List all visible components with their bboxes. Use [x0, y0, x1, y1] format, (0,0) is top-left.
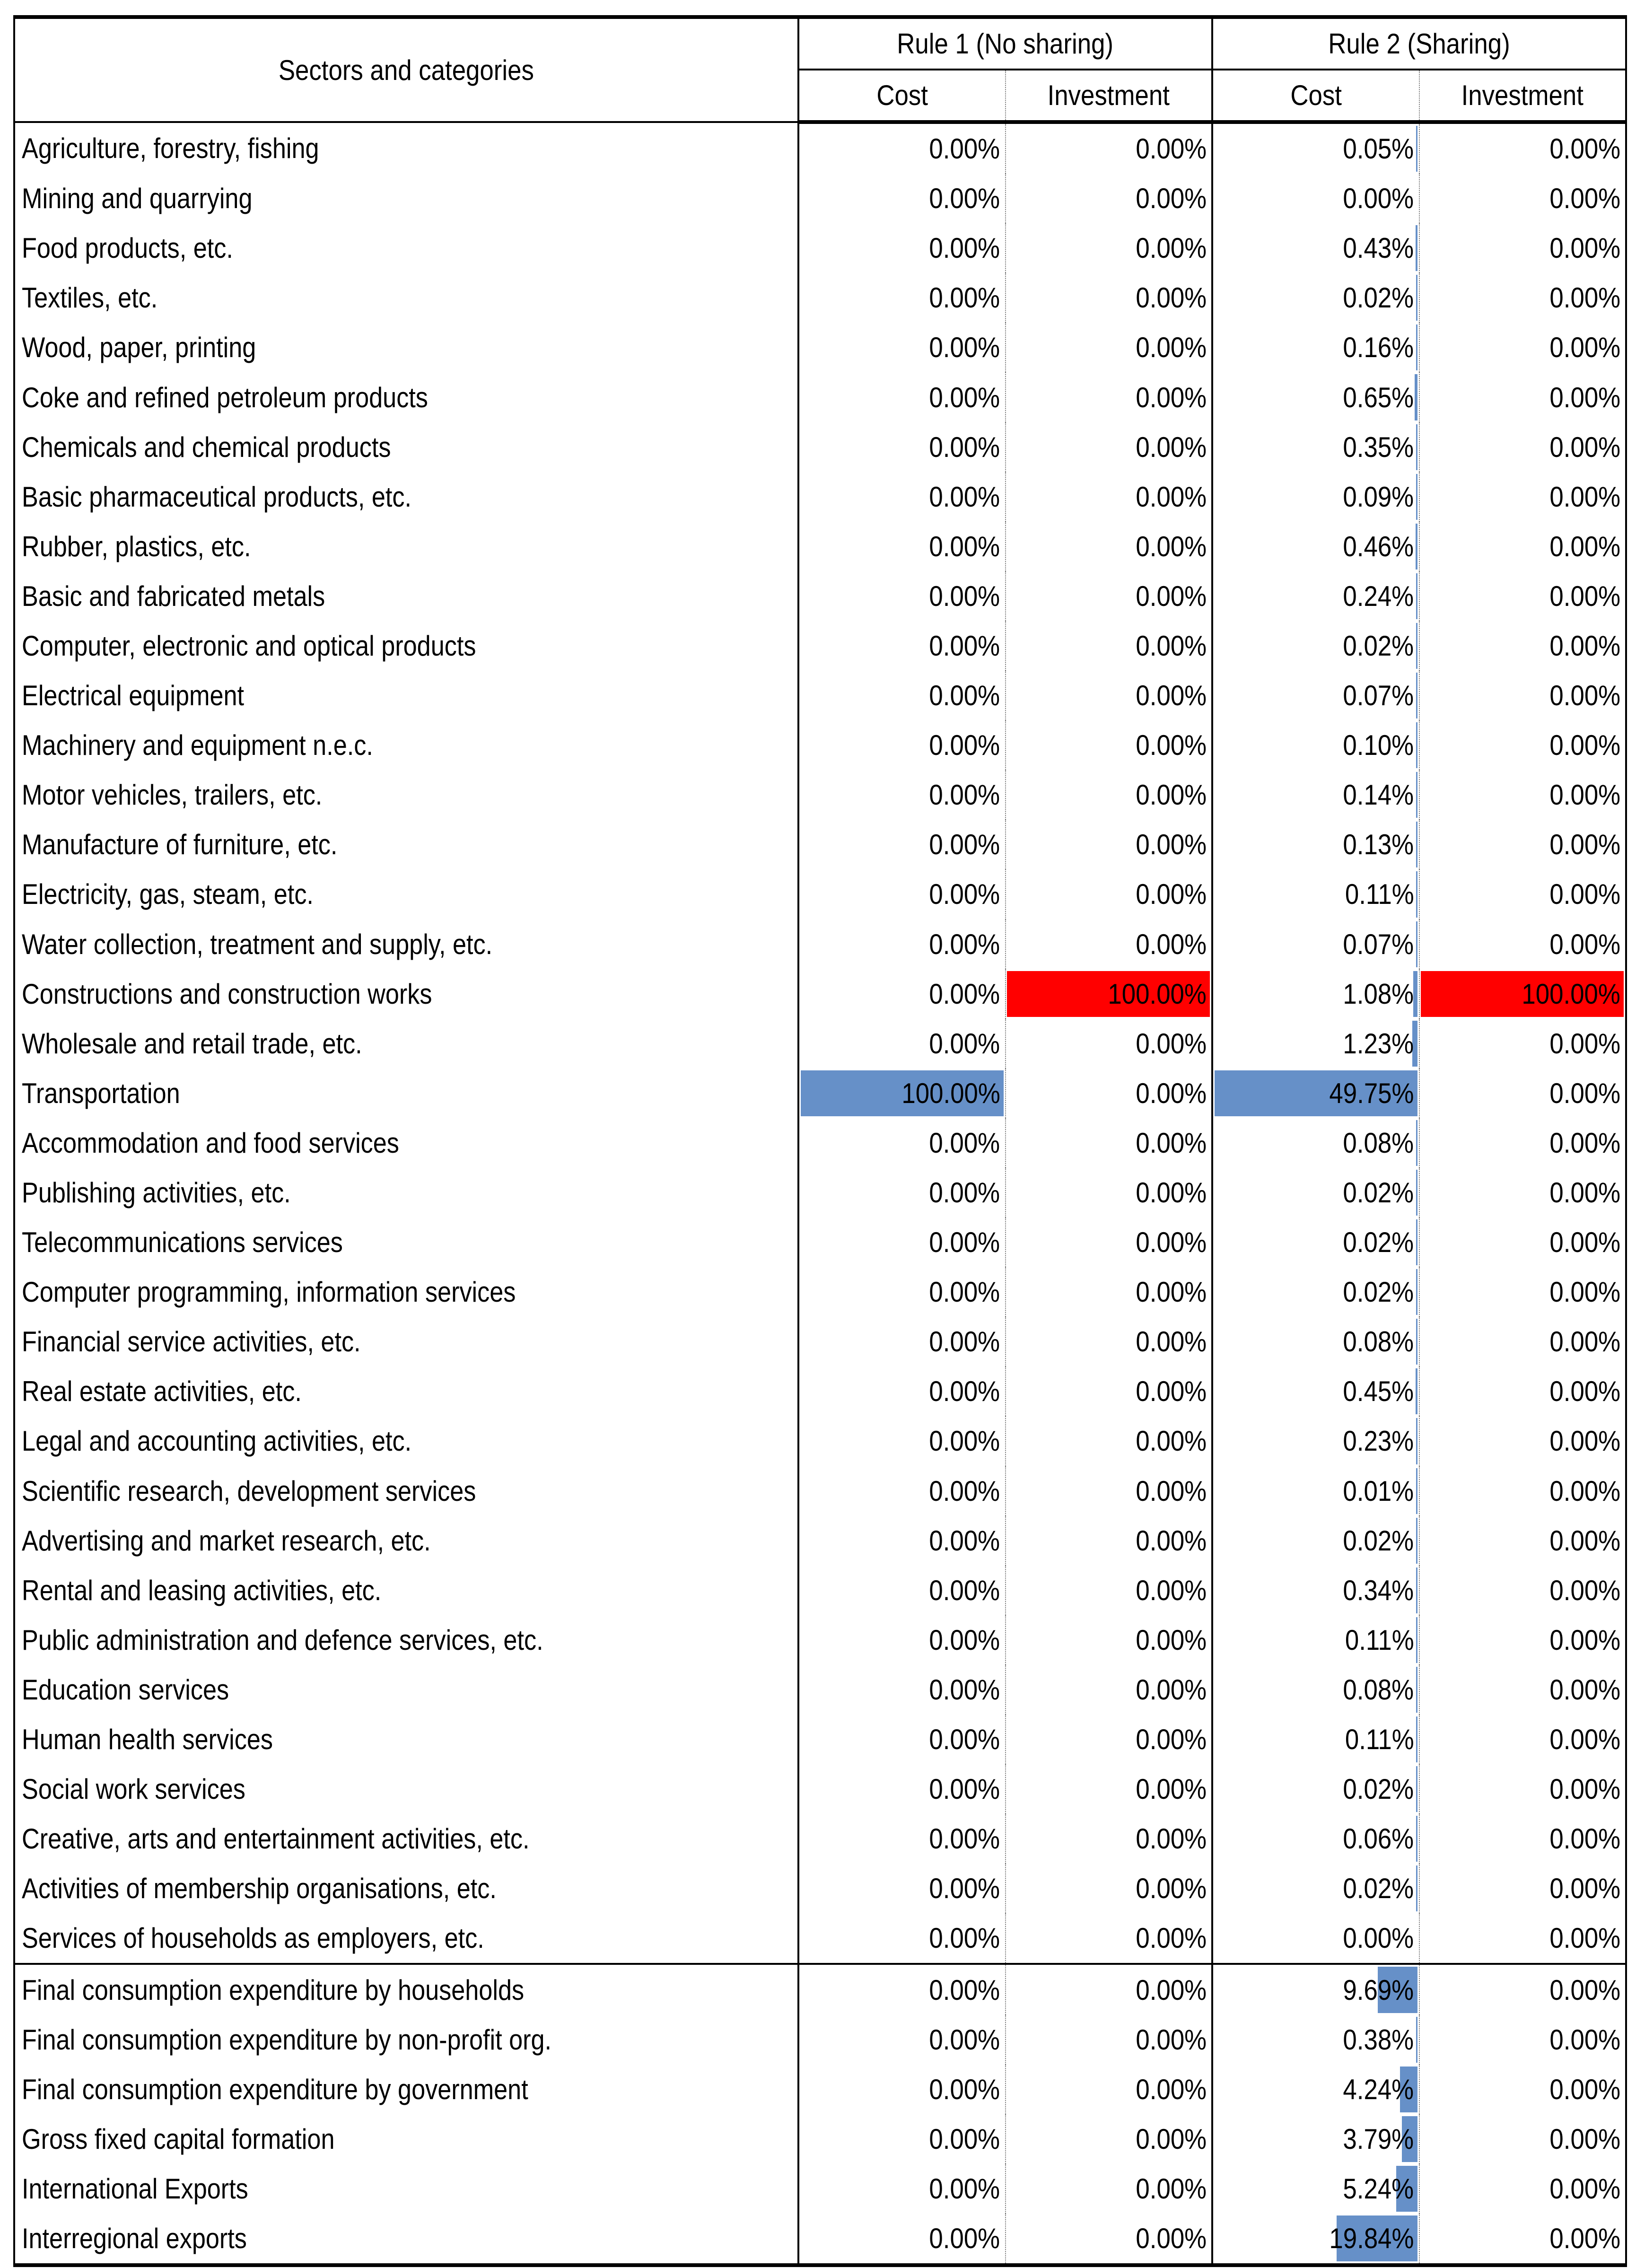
- rule1-cost-cell: 0.00%: [798, 919, 1006, 969]
- rule2-investment-cell: 0.00%: [1419, 223, 1627, 273]
- rule2-cost-cell: 0.06%: [1212, 1814, 1419, 1864]
- rule2-cost-cell: 0.07%: [1212, 919, 1419, 969]
- rule2-investment-cell: 0.00%: [1419, 1864, 1627, 1913]
- rule1-investment-cell: 0.00%: [1006, 323, 1213, 372]
- rule2-cost-cell: 0.01%: [1212, 1466, 1419, 1516]
- row-label: Electrical equipment: [14, 671, 798, 720]
- rule1-cost-cell: 0.00%: [798, 1913, 1006, 1964]
- rule1-cost-cell: 0.00%: [798, 969, 1006, 1019]
- table-row: [14, 2164, 1626, 2214]
- row-label: Rubber, plastics, etc.: [14, 522, 798, 571]
- rule2-cost-cell: 0.02%: [1212, 1168, 1419, 1217]
- table-row: [14, 2214, 1626, 2265]
- rule1-cost-cell: 0.00%: [798, 472, 1006, 522]
- rule1-investment-cell: 0.00%: [1006, 820, 1213, 869]
- row-label: Electricity, gas, steam, etc.: [14, 869, 798, 919]
- data-bar: [1416, 1368, 1417, 1414]
- rule2-cost-cell: 0.45%: [1212, 1366, 1419, 1416]
- data-bar: [1416, 2017, 1417, 2063]
- rule2-investment-cell: 0.00%: [1419, 323, 1627, 372]
- rule1-investment-cell: 0.00%: [1006, 720, 1213, 770]
- rule2-investment-cell: 0.00%: [1419, 1964, 1627, 2014]
- sectors-column-header: Sectors and categories: [14, 17, 798, 122]
- rule2-investment-cell: 0.00%: [1419, 522, 1627, 571]
- rule1-investment-cell: 0.00%: [1006, 1615, 1213, 1665]
- row-label: Education services: [14, 1665, 798, 1715]
- rule1-cost-cell: 0.00%: [798, 174, 1006, 223]
- rule2-cost-cell: 0.00%: [1212, 1913, 1419, 1964]
- table-row: [14, 1814, 1626, 1864]
- data-bar: [1416, 524, 1417, 569]
- row-label: Computer, electronic and optical products: [14, 621, 798, 671]
- rule2-investment-cell: 0.00%: [1419, 1217, 1627, 1267]
- rule2-cost-cell: 0.00%: [1212, 174, 1419, 223]
- rule2-investment-cell: 0.00%: [1419, 1366, 1627, 1416]
- data-bar: [1416, 573, 1417, 619]
- rule2-cost-cell: 0.16%: [1212, 323, 1419, 372]
- table-row: [14, 1466, 1626, 1516]
- row-label: Creative, arts and entertainment activities, etc.: [14, 1814, 798, 1864]
- rule2-investment-cell: 0.00%: [1419, 1566, 1627, 1615]
- table-row: [14, 1217, 1626, 1267]
- data-bar: [1416, 324, 1417, 370]
- row-label: Legal and accounting activities, etc.: [14, 1416, 798, 1466]
- row-label: Agriculture, forestry, fishing: [14, 122, 798, 174]
- rule2-cost-cell: 4.24%: [1212, 2065, 1419, 2114]
- rule2-investment-cell: 0.00%: [1419, 770, 1627, 820]
- rule1-investment-cell: 0.00%: [1006, 273, 1213, 323]
- table-row: [14, 1267, 1626, 1317]
- row-label: Activities of membership organisations, etc.: [14, 1864, 798, 1913]
- rule1-investment-cell: 0.00%: [1006, 621, 1213, 671]
- rule2-investment-cell: 0.00%: [1419, 2114, 1627, 2164]
- rule2-investment-cell: 0.00%: [1419, 2065, 1627, 2114]
- table-row: [14, 2015, 1626, 2065]
- data-bar: [1416, 1518, 1417, 1564]
- rule1-investment-cell: 0.00%: [1006, 2114, 1213, 2164]
- rule2-cost-cell: 19.84%: [1212, 2214, 1419, 2265]
- data-bar: [1416, 822, 1417, 867]
- rule1-investment-cell: 0.00%: [1006, 770, 1213, 820]
- table-row: [14, 323, 1626, 372]
- rule2-cost-cell: 49.75%: [1212, 1068, 1419, 1118]
- rule2-investment-cell: 0.00%: [1419, 720, 1627, 770]
- row-label: Manufacture of furniture, etc.: [14, 820, 798, 869]
- rule2-investment-cell: 0.00%: [1419, 472, 1627, 522]
- rule1-investment-cell: 0.00%: [1006, 1715, 1213, 1764]
- rule2-cost-cell: 3.79%: [1212, 2114, 1419, 2164]
- rule2-investment-cell: 0.00%: [1419, 2015, 1627, 2065]
- data-bar: [1416, 275, 1417, 321]
- rule1-investment-cell: 0.00%: [1006, 1864, 1213, 1913]
- rule2-cost-cell: 0.35%: [1212, 422, 1419, 472]
- rule1-investment-cell: 0.00%: [1006, 1068, 1213, 1118]
- row-label: Motor vehicles, trailers, etc.: [14, 770, 798, 820]
- row-label: International Exports: [14, 2164, 798, 2214]
- rule1-investment-cell: 0.00%: [1006, 1665, 1213, 1715]
- rule1-cost-cell: 0.00%: [798, 1019, 1006, 1068]
- rule2-cost-cell: 0.11%: [1212, 869, 1419, 919]
- rule2-cost-cell: 0.08%: [1212, 1118, 1419, 1168]
- table-row: [14, 770, 1626, 820]
- rule1-investment-cell: 0.00%: [1006, 1516, 1213, 1566]
- rule2-cost-cell: 0.34%: [1212, 1566, 1419, 1615]
- rule1-investment-cell: 0.00%: [1006, 671, 1213, 720]
- row-label: Rental and leasing activities, etc.: [14, 1566, 798, 1615]
- rule1-investment-cell: 0.00%: [1006, 2164, 1213, 2214]
- rule2-cost-cell: 0.14%: [1212, 770, 1419, 820]
- row-label: Scientific research, development services: [14, 1466, 798, 1516]
- table-row: [14, 223, 1626, 273]
- row-label: Accommodation and food services: [14, 1118, 798, 1168]
- rule2-investment-cell: 0.00%: [1419, 273, 1627, 323]
- rule1-investment-cell: 0.00%: [1006, 1019, 1213, 1068]
- row-label: Final consumption expenditure by households: [14, 1964, 798, 2014]
- data-bar: [1416, 1816, 1417, 1862]
- rule1-investment-cell: 0.00%: [1006, 1964, 1213, 2014]
- data-bar: [1416, 1865, 1417, 1911]
- data-bar: [1415, 374, 1417, 420]
- rule1-investment-cell: 0.00%: [1006, 571, 1213, 621]
- rule2-cost-cell: 0.38%: [1212, 2015, 1419, 2065]
- row-label: Services of households as employers, etc.: [14, 1913, 798, 1964]
- rule1-cost-cell: 0.00%: [798, 323, 1006, 372]
- data-bar: [1416, 722, 1417, 768]
- data-bar: [1416, 921, 1417, 967]
- rule2-cost-cell: 1.23%: [1212, 1019, 1419, 1068]
- rule1-investment-cell: 0.00%: [1006, 2065, 1213, 2114]
- rule1-investment-cell: 0.00%: [1006, 1764, 1213, 1814]
- table-row: [14, 571, 1626, 621]
- rule2-investment-cell: 0.00%: [1419, 2164, 1627, 2214]
- rule1-investment-cell: 0.00%: [1006, 1267, 1213, 1317]
- rule2-cost-cell: 0.23%: [1212, 1416, 1419, 1466]
- rule1-cost-cell: 0.00%: [798, 1814, 1006, 1864]
- row-label: Publishing activities, etc.: [14, 1168, 798, 1217]
- rule1-cost-cell: 0.00%: [798, 720, 1006, 770]
- rule1-investment-cell: 100.00%: [1006, 969, 1213, 1019]
- rule1-cost-cell: 0.00%: [798, 1466, 1006, 1516]
- rule2-cost-cell: 0.02%: [1212, 621, 1419, 671]
- allocation-table: [13, 15, 1627, 2267]
- row-label: Financial service activities, etc.: [14, 1317, 798, 1366]
- table-row: [14, 1913, 1626, 1964]
- rule1-investment-cell: 0.00%: [1006, 2214, 1213, 2265]
- rule2-cost-cell: 0.08%: [1212, 1317, 1419, 1366]
- table-row: [14, 1118, 1626, 1168]
- data-bar: [1416, 1766, 1417, 1812]
- table-row: [14, 1964, 1626, 2014]
- table-row: [14, 122, 1626, 174]
- rule1-investment-cell: 0.00%: [1006, 1118, 1213, 1168]
- table-row: [14, 472, 1626, 522]
- rule1-investment-cell: 0.00%: [1006, 174, 1213, 223]
- table-row: [14, 273, 1626, 323]
- rule2-investment-header: Investment: [1419, 70, 1627, 122]
- row-label: Machinery and equipment n.e.c.: [14, 720, 798, 770]
- rule1-cost-cell: 0.00%: [798, 2065, 1006, 2114]
- row-label: Wood, paper, printing: [14, 323, 798, 372]
- rule2-investment-cell: 0.00%: [1419, 1416, 1627, 1466]
- rule1-cost-cell: 0.00%: [798, 1118, 1006, 1168]
- row-label: Public administration and defence services, etc.: [14, 1615, 798, 1665]
- table-row: [14, 1864, 1626, 1913]
- table-row: [14, 1615, 1626, 1665]
- table-row: [14, 1566, 1626, 1615]
- rule1-investment-cell: 0.00%: [1006, 1913, 1213, 1964]
- rule1-cost-cell: 0.00%: [798, 1665, 1006, 1715]
- rule1-cost-cell: 0.00%: [798, 1416, 1006, 1466]
- rule2-investment-cell: 0.00%: [1419, 820, 1627, 869]
- rule2-investment-cell: 0.00%: [1419, 2214, 1627, 2265]
- rule2-cost-cell: 0.65%: [1212, 372, 1419, 422]
- data-bar: [1416, 772, 1417, 818]
- rule2-cost-cell: 0.46%: [1212, 522, 1419, 571]
- rule1-cost-cell: 0.00%: [798, 122, 1006, 174]
- table-row: [14, 720, 1626, 770]
- rule1-cost-cell: 0.00%: [798, 1764, 1006, 1814]
- row-label: Basic pharmaceutical products, etc.: [14, 472, 798, 522]
- data-bar: [1416, 1617, 1417, 1663]
- row-label: Constructions and construction works: [14, 969, 798, 1019]
- rule2-investment-cell: 0.00%: [1419, 174, 1627, 223]
- rule2-investment-cell: 0.00%: [1419, 1715, 1627, 1764]
- data-bar: [1416, 474, 1417, 520]
- table-row: [14, 820, 1626, 869]
- rule1-cost-cell: 0.00%: [798, 2214, 1006, 2265]
- rule1-investment-cell: 0.00%: [1006, 919, 1213, 969]
- rule1-investment-cell: 0.00%: [1006, 869, 1213, 919]
- rule1-cost-cell: 0.00%: [798, 273, 1006, 323]
- row-label: Real estate activities, etc.: [14, 1366, 798, 1416]
- rule1-cost-cell: 0.00%: [798, 2114, 1006, 2164]
- rule1-investment-cell: 0.00%: [1006, 422, 1213, 472]
- rule2-cost-cell: 0.02%: [1212, 1267, 1419, 1317]
- rule2-cost-cell: 0.11%: [1212, 1615, 1419, 1665]
- row-label: Gross fixed capital formation: [14, 2114, 798, 2164]
- rule2-investment-cell: 0.00%: [1419, 571, 1627, 621]
- data-bar: [1416, 225, 1417, 271]
- row-label: Social work services: [14, 1764, 798, 1814]
- rule2-investment-cell: 100.00%: [1419, 969, 1627, 1019]
- rule2-cost-cell: 0.07%: [1212, 671, 1419, 720]
- rule2-cost-cell: 0.08%: [1212, 1665, 1419, 1715]
- rule1-cost-cell: 0.00%: [798, 770, 1006, 820]
- table-row: [14, 1665, 1626, 1715]
- rule2-cost-cell: 0.10%: [1212, 720, 1419, 770]
- data-bar: [1416, 673, 1417, 718]
- rule2-cost-cell: 0.05%: [1212, 122, 1419, 174]
- row-label: Chemicals and chemical products: [14, 422, 798, 472]
- data-bar: [1416, 1219, 1417, 1265]
- rule1-cost-cell: 0.00%: [798, 621, 1006, 671]
- rule1-cost-cell: 100.00%: [798, 1068, 1006, 1118]
- rule2-group-header: Rule 2 (Sharing): [1212, 17, 1626, 70]
- data-bar: [1416, 1468, 1417, 1514]
- rule1-cost-cell: 0.00%: [798, 1217, 1006, 1267]
- row-label: Interregional exports: [14, 2214, 798, 2265]
- rule1-cost-cell: 0.00%: [798, 1715, 1006, 1764]
- rule2-investment-cell: 0.00%: [1419, 1466, 1627, 1516]
- table-row: [14, 1068, 1626, 1118]
- table-row: [14, 1317, 1626, 1366]
- table-row: [14, 869, 1626, 919]
- rule2-cost-cell: 0.02%: [1212, 1864, 1419, 1913]
- rule1-cost-cell: 0.00%: [798, 1516, 1006, 1566]
- rule1-investment-cell: 0.00%: [1006, 1416, 1213, 1466]
- row-label: Textiles, etc.: [14, 273, 798, 323]
- rule1-investment-cell: 0.00%: [1006, 1217, 1213, 1267]
- rule1-cost-cell: 0.00%: [798, 671, 1006, 720]
- data-bar: [1416, 1667, 1417, 1713]
- row-label: Telecommunications services: [14, 1217, 798, 1267]
- table-row: [14, 522, 1626, 571]
- table-row: [14, 2114, 1626, 2164]
- rule2-investment-cell: 0.00%: [1419, 122, 1627, 174]
- row-label: Food products, etc.: [14, 223, 798, 273]
- rule2-investment-cell: 0.00%: [1419, 1764, 1627, 1814]
- rule2-investment-cell: 0.00%: [1419, 1615, 1627, 1665]
- rule1-cost-cell: 0.00%: [798, 422, 1006, 472]
- rule2-cost-cell: 1.08%: [1212, 969, 1419, 1019]
- data-bar: [1416, 1170, 1417, 1216]
- data-bar: [1416, 1269, 1417, 1315]
- rule2-investment-cell: 0.00%: [1419, 1317, 1627, 1366]
- data-bar: [1416, 126, 1417, 172]
- data-bar: [1416, 424, 1417, 470]
- rule2-investment-cell: 0.00%: [1419, 1913, 1627, 1964]
- rule2-cost-cell: 0.02%: [1212, 1764, 1419, 1814]
- table-row: [14, 1715, 1626, 1764]
- rule2-investment-cell: 0.00%: [1419, 919, 1627, 969]
- row-label: Transportation: [14, 1068, 798, 1118]
- rule1-investment-cell: 0.00%: [1006, 1168, 1213, 1217]
- data-bar: [1416, 623, 1417, 669]
- rule2-investment-cell: 0.00%: [1419, 869, 1627, 919]
- row-label: Final consumption expenditure by government: [14, 2065, 798, 2114]
- rule2-investment-cell: 0.00%: [1419, 1814, 1627, 1864]
- rule1-cost-cell: 0.00%: [798, 1864, 1006, 1913]
- rule1-cost-cell: 0.00%: [798, 820, 1006, 869]
- table-row: [14, 174, 1626, 223]
- table-row: [14, 1416, 1626, 1466]
- rule2-investment-cell: 0.00%: [1419, 1665, 1627, 1715]
- data-bar: [1416, 1120, 1417, 1166]
- rule1-cost-cell: 0.00%: [798, 869, 1006, 919]
- rule1-cost-cell: 0.00%: [798, 1317, 1006, 1366]
- rule2-investment-cell: 0.00%: [1419, 1019, 1627, 1068]
- table-row: [14, 422, 1626, 472]
- rule2-cost-cell: 0.24%: [1212, 571, 1419, 621]
- row-label: Water collection, treatment and supply, etc.: [14, 919, 798, 969]
- rule2-cost-cell: 0.43%: [1212, 223, 1419, 273]
- rule1-investment-cell: 0.00%: [1006, 472, 1213, 522]
- rule2-cost-cell: 0.11%: [1212, 1715, 1419, 1764]
- data-bar: [1416, 871, 1417, 917]
- rule1-cost-cell: 0.00%: [798, 1964, 1006, 2014]
- rule1-cost-cell: 0.00%: [798, 1366, 1006, 1416]
- row-label: Coke and refined petroleum products: [14, 372, 798, 422]
- rule1-cost-cell: 0.00%: [798, 1267, 1006, 1317]
- rule1-cost-cell: 0.00%: [798, 1615, 1006, 1665]
- rule1-investment-cell: 0.00%: [1006, 2015, 1213, 2065]
- table-row: [14, 1366, 1626, 1416]
- table-row: [14, 671, 1626, 720]
- table-row: [14, 2065, 1626, 2114]
- table-row: [14, 621, 1626, 671]
- rule2-investment-cell: 0.00%: [1419, 621, 1627, 671]
- rule2-cost-header: Cost: [1212, 70, 1419, 122]
- data-bar: [1416, 1716, 1417, 1762]
- data-bar: [1416, 1418, 1417, 1464]
- table-row: [14, 1019, 1626, 1068]
- table-row: [14, 1516, 1626, 1566]
- rule1-cost-cell: 0.00%: [798, 1566, 1006, 1615]
- rule2-cost-cell: 0.02%: [1212, 1217, 1419, 1267]
- rule1-cost-cell: 0.00%: [798, 2164, 1006, 2214]
- rule2-investment-cell: 0.00%: [1419, 1168, 1627, 1217]
- table-row: [14, 969, 1626, 1019]
- rule1-investment-cell: 0.00%: [1006, 1466, 1213, 1516]
- rule1-investment-cell: 0.00%: [1006, 1317, 1213, 1366]
- rule2-investment-cell: 0.00%: [1419, 422, 1627, 472]
- row-label: Human health services: [14, 1715, 798, 1764]
- row-label: Basic and fabricated metals: [14, 571, 798, 621]
- rule2-cost-cell: 0.09%: [1212, 472, 1419, 522]
- rule2-cost-cell: 9.69%: [1212, 1964, 1419, 2014]
- rule1-cost-header: Cost: [798, 70, 1006, 122]
- rule2-cost-cell: 5.24%: [1212, 2164, 1419, 2214]
- table-row: [14, 1168, 1626, 1217]
- rule1-cost-cell: 0.00%: [798, 1168, 1006, 1217]
- rule1-cost-cell: 0.00%: [798, 223, 1006, 273]
- rule2-cost-cell: 0.02%: [1212, 1516, 1419, 1566]
- rule1-investment-cell: 0.00%: [1006, 223, 1213, 273]
- table-row: [14, 372, 1626, 422]
- rule1-investment-cell: 0.00%: [1006, 1366, 1213, 1416]
- table-row: [14, 1764, 1626, 1814]
- row-label: Computer programming, information services: [14, 1267, 798, 1317]
- rule2-investment-cell: 0.00%: [1419, 1118, 1627, 1168]
- rule2-cost-cell: 0.02%: [1212, 273, 1419, 323]
- data-bar: [1416, 1567, 1417, 1613]
- rule1-group-header: Rule 1 (No sharing): [798, 17, 1212, 70]
- rule2-investment-cell: 0.00%: [1419, 671, 1627, 720]
- rule2-investment-cell: 0.00%: [1419, 1068, 1627, 1118]
- row-label: Final consumption expenditure by non-profit org.: [14, 2015, 798, 2065]
- rule1-cost-cell: 0.00%: [798, 372, 1006, 422]
- rule1-cost-cell: 0.00%: [798, 2015, 1006, 2065]
- data-bar: [1416, 1319, 1417, 1365]
- rule2-investment-cell: 0.00%: [1419, 1267, 1627, 1317]
- rule1-investment-cell: 0.00%: [1006, 372, 1213, 422]
- row-label: Mining and quarrying: [14, 174, 798, 223]
- rule1-cost-cell: 0.00%: [798, 571, 1006, 621]
- table-row: [14, 919, 1626, 969]
- rule2-investment-cell: 0.00%: [1419, 372, 1627, 422]
- rule1-investment-cell: 0.00%: [1006, 522, 1213, 571]
- rule2-investment-cell: 0.00%: [1419, 1516, 1627, 1566]
- rule1-investment-header: Investment: [1006, 70, 1213, 122]
- row-label: Wholesale and retail trade, etc.: [14, 1019, 798, 1068]
- rule1-investment-cell: 0.00%: [1006, 1814, 1213, 1864]
- row-label: Advertising and market research, etc.: [14, 1516, 798, 1566]
- rule1-cost-cell: 0.00%: [798, 522, 1006, 571]
- rule2-cost-cell: 0.13%: [1212, 820, 1419, 869]
- rule1-investment-cell: 0.00%: [1006, 1566, 1213, 1615]
- rule1-investment-cell: 0.00%: [1006, 122, 1213, 174]
